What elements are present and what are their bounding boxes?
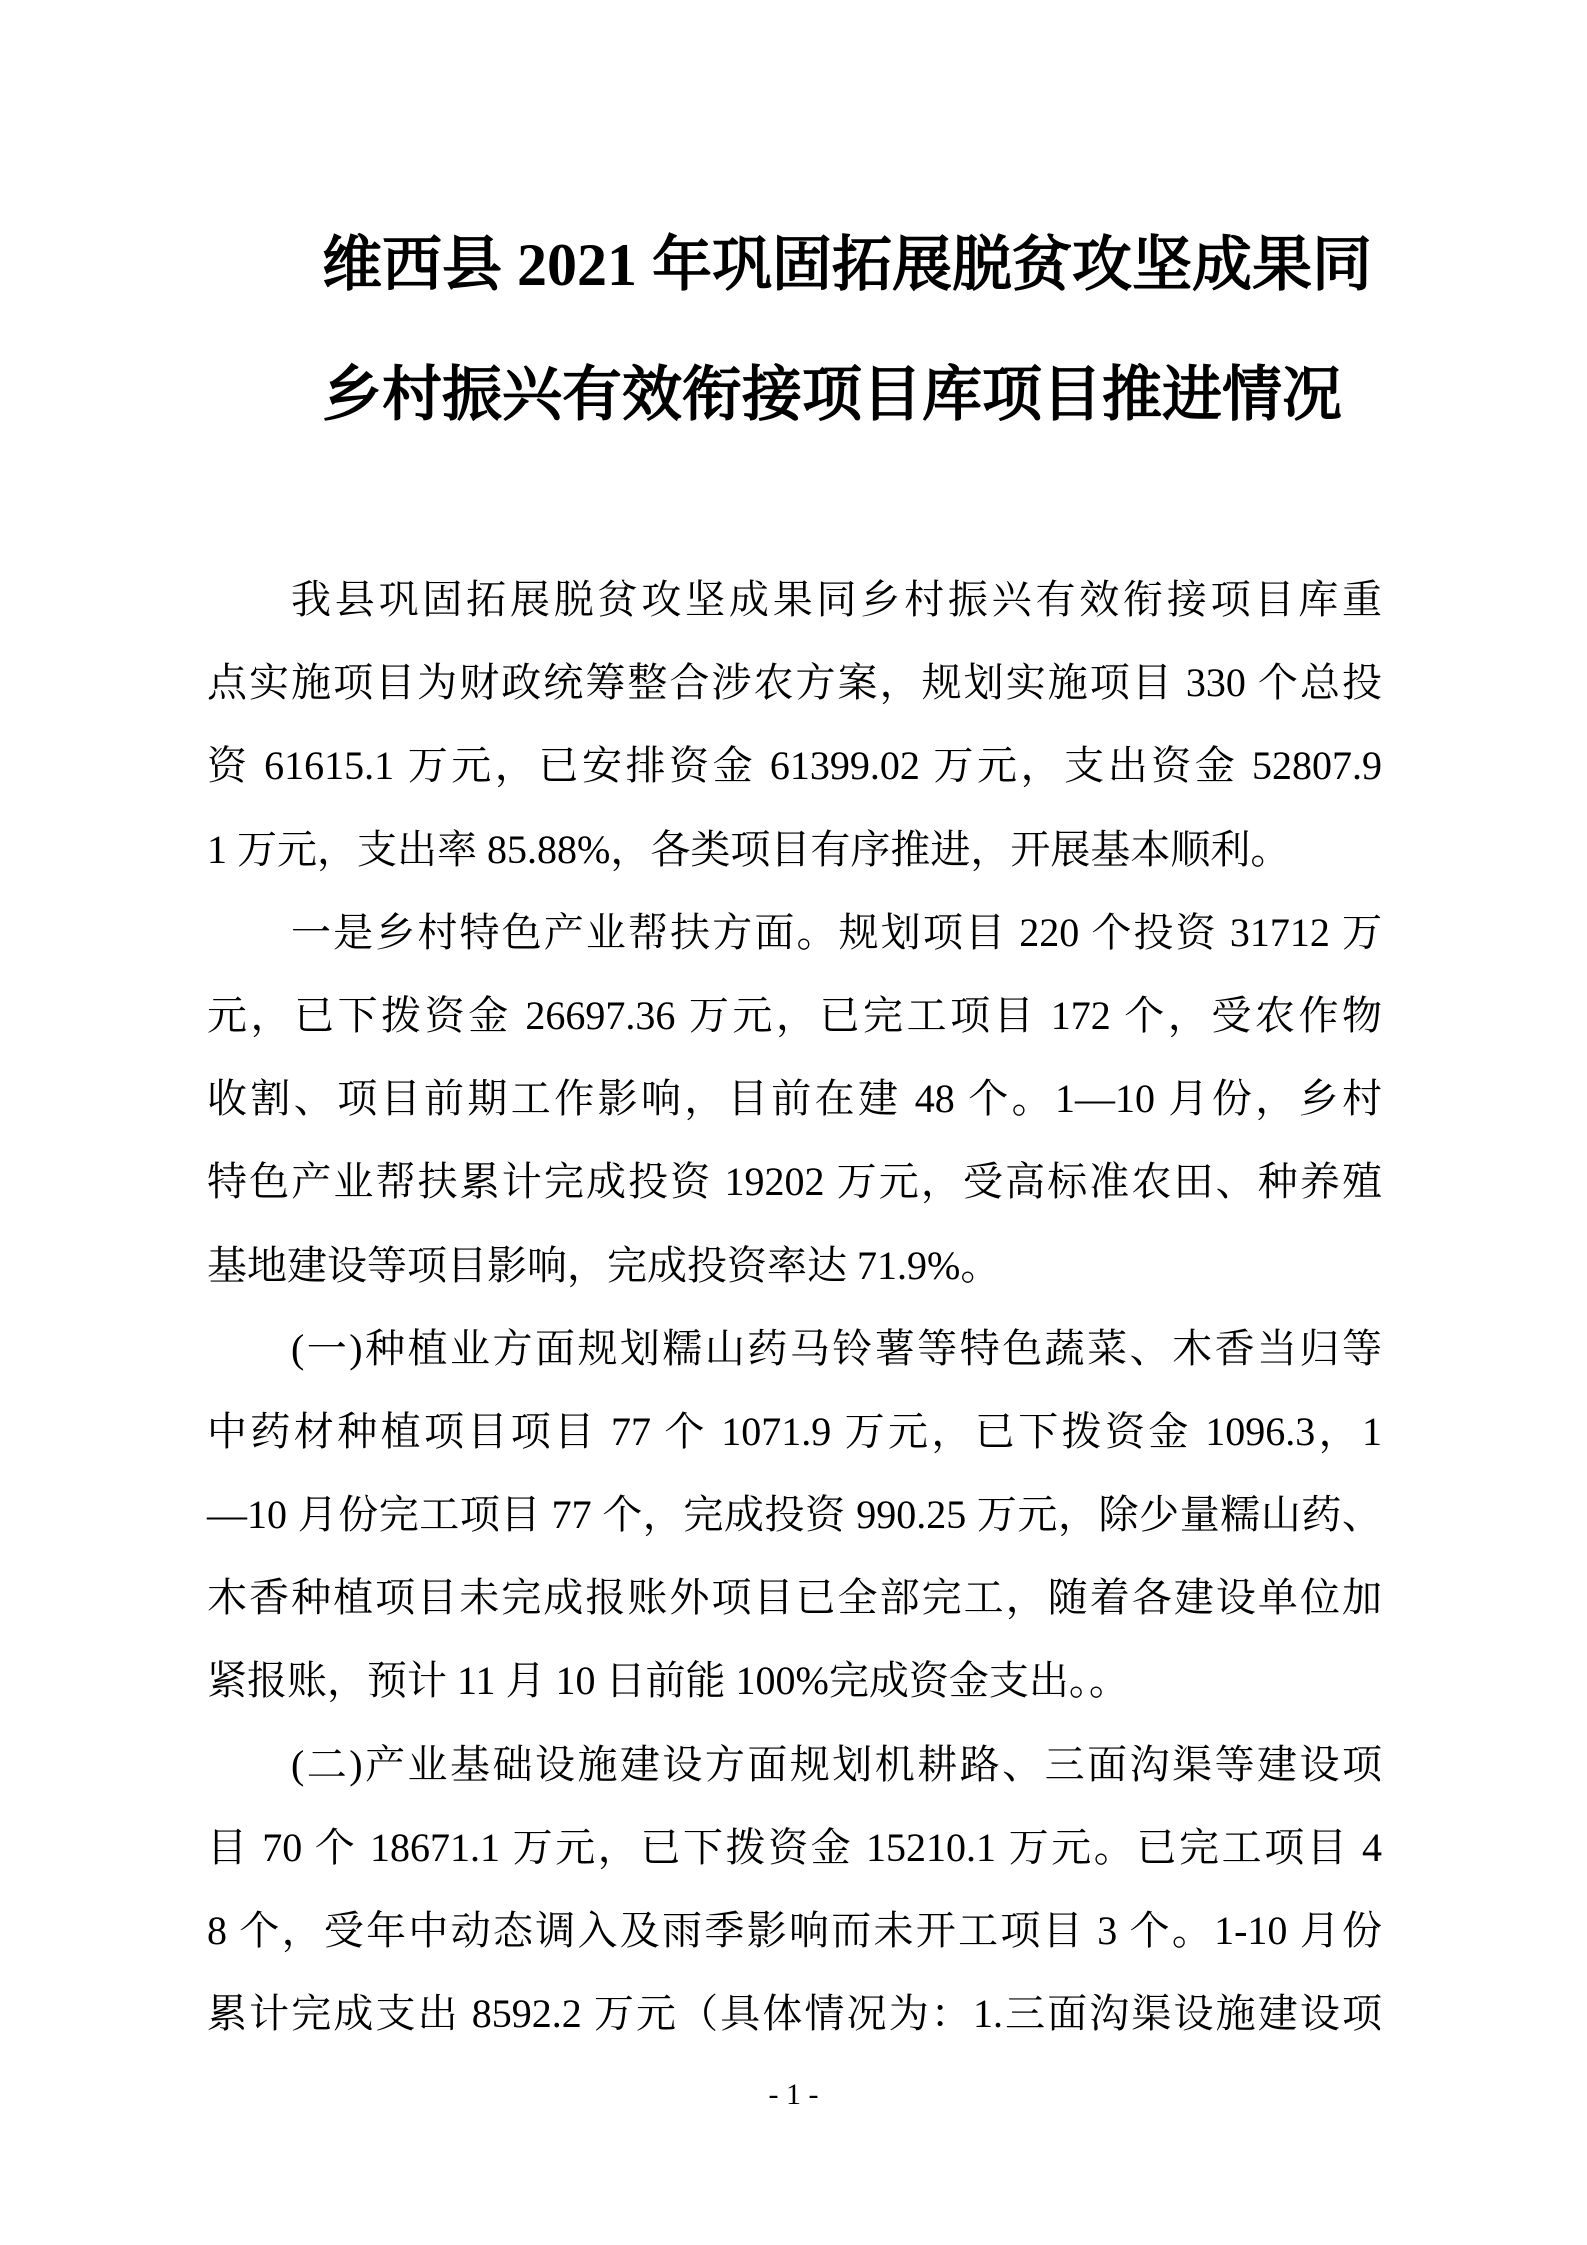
text-line: —10 月份完工项目 77 个，完成投资 990.25 万元，除少量糯山药、: [207, 1492, 1382, 1538]
text-line: 8 个，受年中动态调入及雨季影响而未开工项目 3 个。1-10 月份: [207, 1908, 1382, 1953]
document-body: [207, 558, 1382, 2055]
text-line: (二)产业基础设施建设方面规划机耕路、三面沟渠等建设项: [291, 1741, 1382, 1787]
text-line: 中药材种植项目项目 77 个 1071.9 万元，已下拨资金 1096.3，1: [207, 1408, 1382, 1454]
text-line: 1 万元，支出率 85.88%，各类项目有序推进，开展基本顺利。: [207, 826, 1291, 872]
text-line: 点实施项目为财政统筹整合涉农方案，规划实施项目 330 个总投: [207, 660, 1382, 706]
text-line: 基地建设等项目影响，完成投资率达 71.9%。: [207, 1242, 1001, 1288]
text-line: 木香种植项目未完成报账外项目已全部完工，随着各建设单位加: [207, 1575, 1382, 1621]
text-line: 我县巩固拓展脱贫攻坚成果同乡村振兴有效衔接项目库重: [291, 577, 1382, 622]
text-line: 紧报账，预计 11 月 10 日前能 100%完成资金支出。。: [207, 1658, 1129, 1704]
title-line: 乡村振兴有效衔接项目库项目推进情况: [322, 362, 1342, 428]
text-line: 收割、项目前期工作影响，目前在建 48 个。1—10 月份，乡村: [207, 1076, 1382, 1122]
text-line: 累计完成支出 8592.2 万元（具体情况为：1.三面沟渠设施建设项: [207, 1991, 1382, 2037]
paragraph-industry-support: [207, 891, 1382, 1307]
paragraph-infrastructure: [207, 1723, 1382, 2056]
paragraph-summary: [207, 558, 1382, 891]
text-line: 一是乡村特色产业帮扶方面。规划项目 220 个投资 31712 万: [291, 909, 1382, 955]
document-title: [322, 200, 1382, 460]
text-line: 资 61615.1 万元，已安排资金 61399.02 万元，支出资金 52807.9: [207, 743, 1382, 789]
text-line: 元，已下拨资金 26697.36 万元，已完工项目 172 个，受农作物: [207, 992, 1382, 1038]
text-line: 目 70 个 18671.1 万元，已下拨资金 15210.1 万元。已完工项目 4: [207, 1824, 1382, 1870]
text-line: 特色产业帮扶累计完成投资 19202 万元，受高标准农田、种养殖: [207, 1159, 1382, 1205]
paragraph-planting: [207, 1307, 1382, 1723]
title-line: 维西县 2021 年巩固拓展脱贫攻坚成果同: [322, 232, 1372, 298]
text-line: (一)种植业方面规划糯山药马铃薯等特色蔬菜、木香当归等: [291, 1325, 1382, 1371]
page-number: - 1 -: [768, 2078, 819, 2111]
